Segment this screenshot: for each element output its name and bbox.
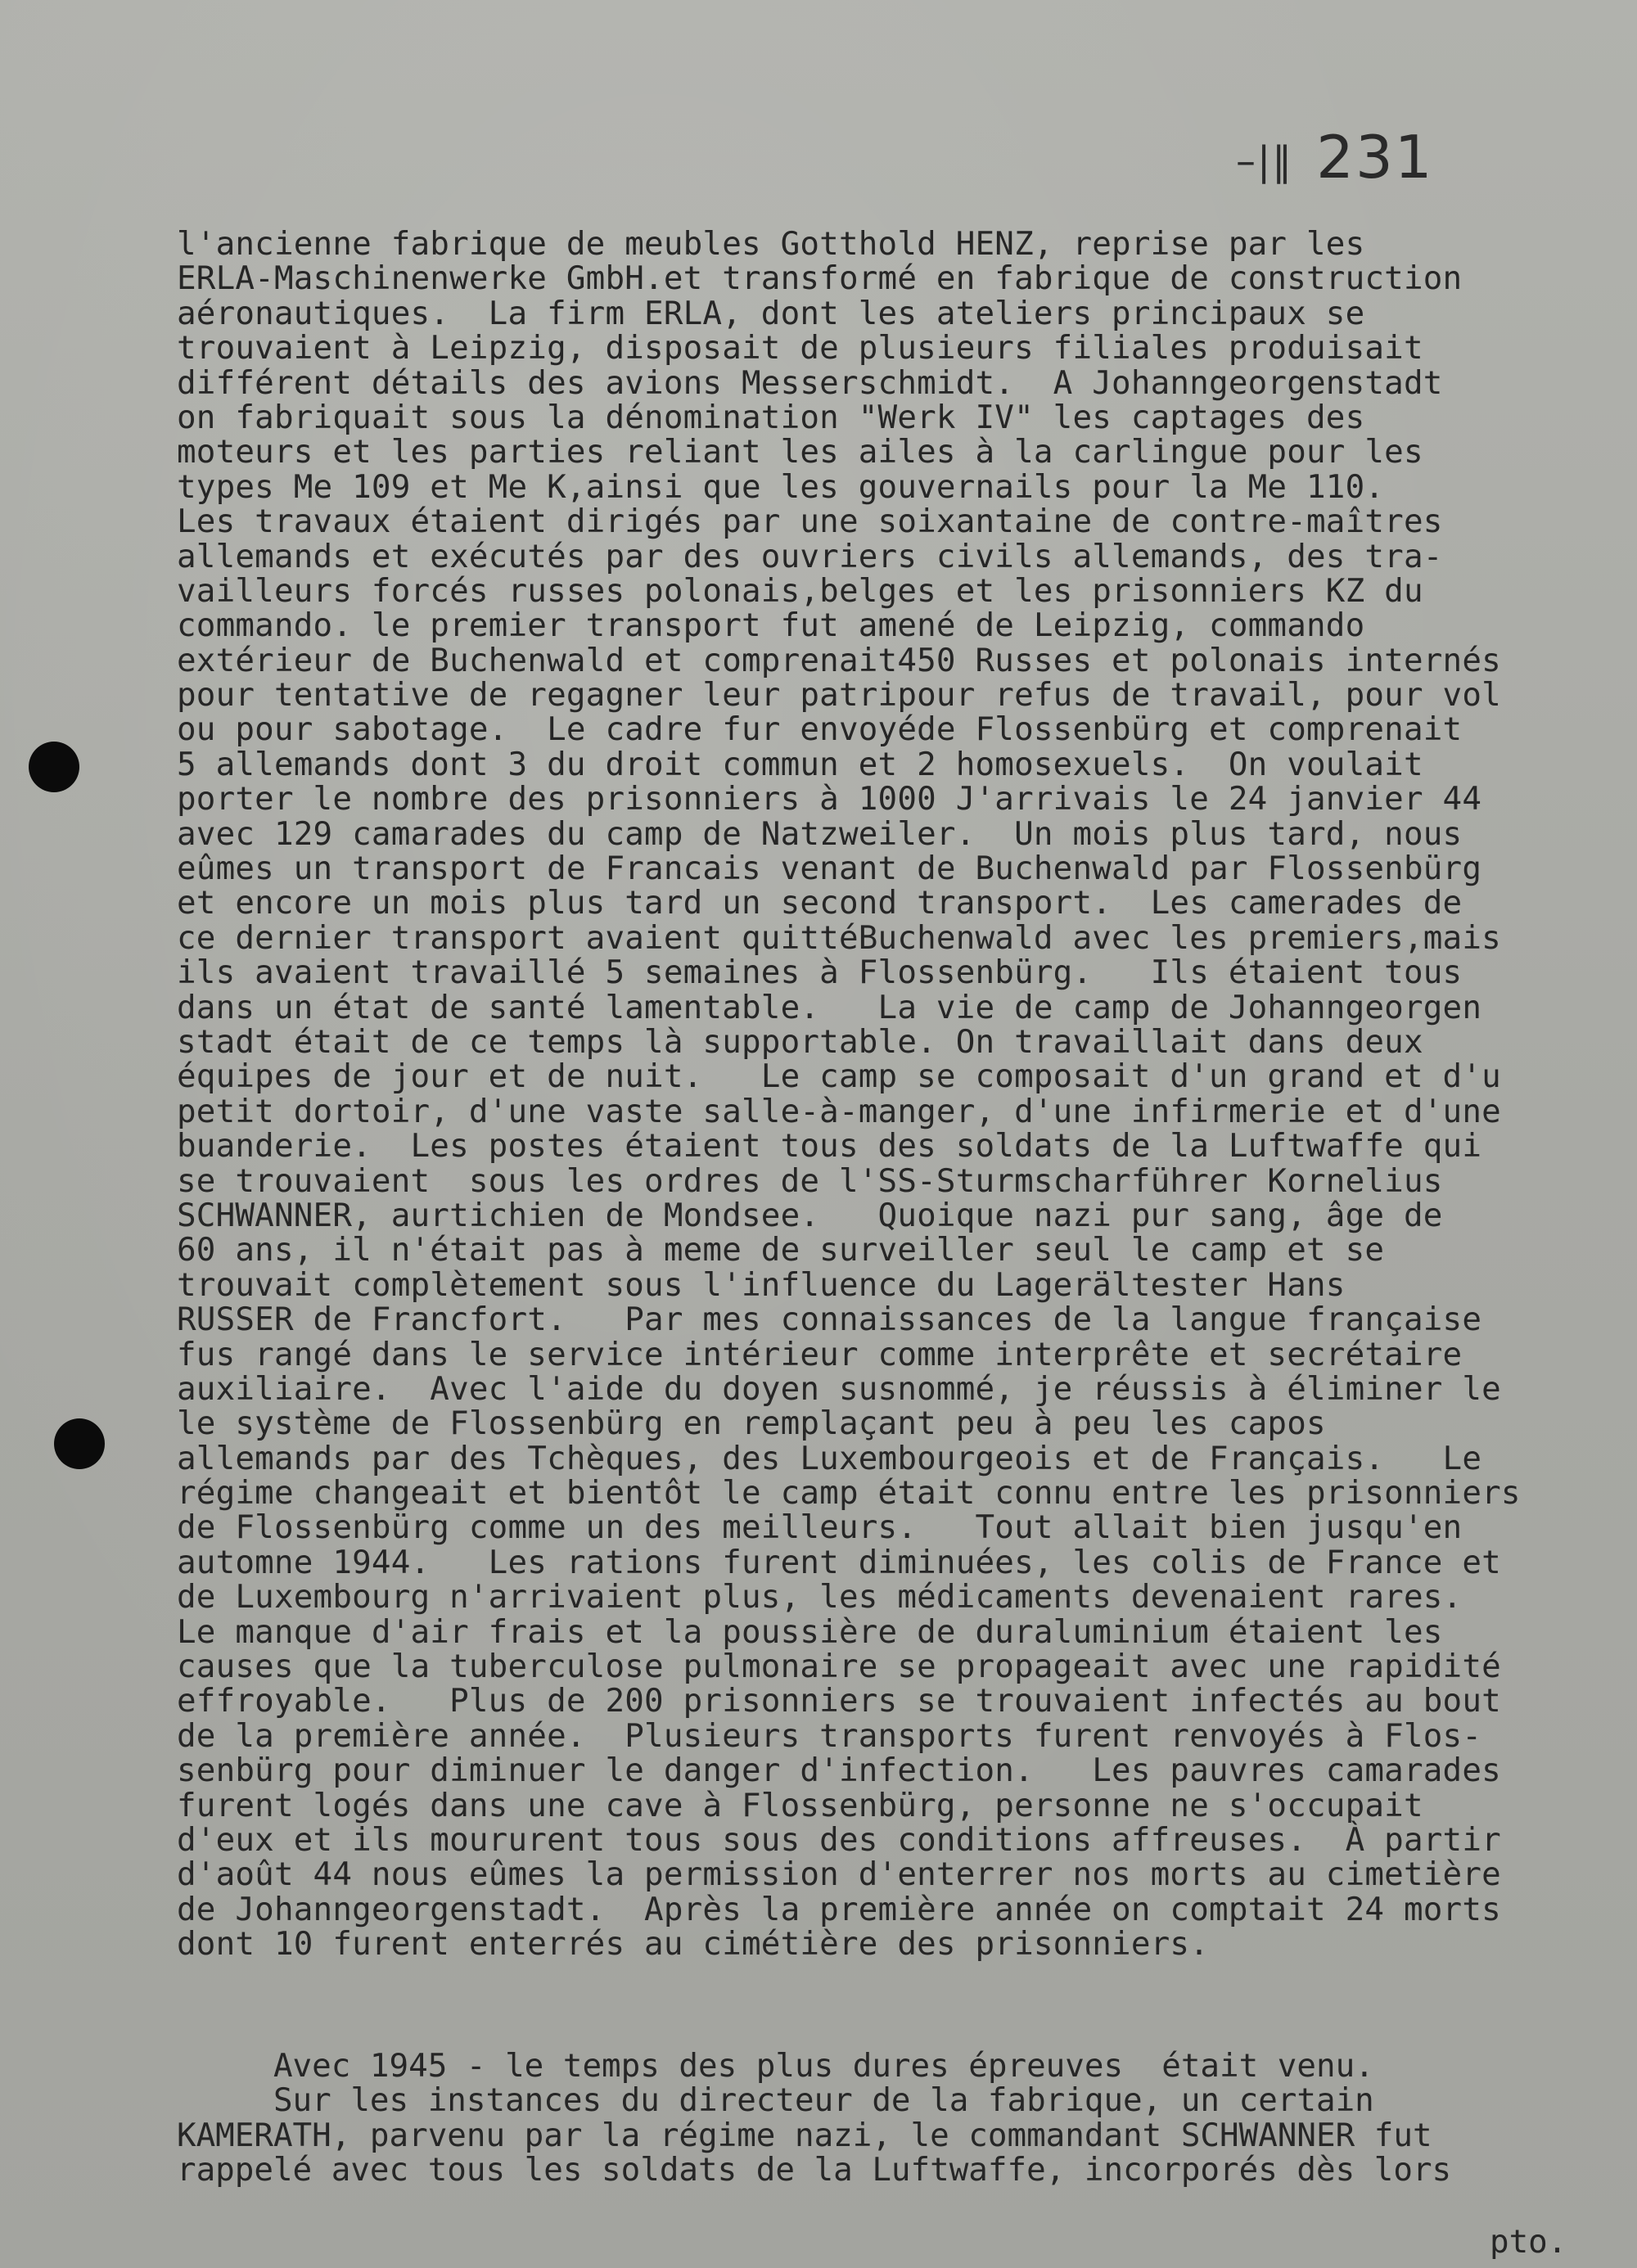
text-line: porter le nombre des prisonniers à 1000 J'arrivais le 24 janvier 44: [177, 781, 1482, 818]
text-line: eûmes un transport de Francais venant de Buchenwald par Flossenbürg: [177, 850, 1482, 888]
text-line: petit dortoir, d'une vaste salle-à-manger, d'une infirmerie et d'une: [177, 1093, 1501, 1130]
text-line: avec 129 camarades du camp de Natzweiler. Un mois plus tard, nous: [177, 815, 1463, 853]
text-line: ERLA-Maschinenwerke GmbH.et transformé en fabrique de construction: [177, 260, 1463, 298]
text-line: furent logés dans une cave à Flossenbürg, personne ne s'occupait: [177, 1787, 1423, 1824]
text-line: équipes de jour et de nuit. Le camp se composait d'un grand et d'u: [177, 1058, 1501, 1096]
text-line: allemands par des Tchèques, des Luxembourgeois et de Français. Le: [177, 1440, 1482, 1477]
text-line: dans un état de santé lamentable. La vie de camp de Johanngeorgen: [177, 989, 1482, 1026]
text-line: différent détails des avions Messerschmidt. A Johanngeorgenstadt: [177, 364, 1443, 402]
text-line: rappelé avec tous les soldats de la Luftwaffe, incorporés dès lors: [177, 2152, 1452, 2189]
punch-hole: [54, 1418, 105, 1469]
text-line: extérieur de Buchenwald et comprenait450 Russes et polonais internés: [177, 642, 1501, 679]
text-line: ils avaient travaillé 5 semaines à Flossenbürg. Ils étaient tous: [177, 954, 1463, 992]
body-text: [177, 228, 1617, 1963]
text-line: 5 allemands dont 3 du droit commun et 2 homosexuels. On voulait: [177, 746, 1423, 783]
text-line: on fabriquait sous la dénomination "Werk IV" les captages des: [177, 399, 1365, 436]
text-line: moteurs et les parties reliant les ailes à la carlingue pour les: [177, 434, 1423, 471]
text-line: de Johanngeorgenstadt. Après la première année on comptait 24 morts: [177, 1891, 1501, 1928]
text-line: trouvait complètement sous l'influence du Lagerältester Hans: [177, 1266, 1346, 1304]
text-line: d'août 44 nous eûmes la permission d'enterrer nos morts au cimetière: [177, 1856, 1501, 1894]
text-line: de Luxembourg n'arrivaient plus, les médicaments devenaient rares.: [177, 1579, 1463, 1616]
text-line: Avec 1945 - le temps des plus dures épreuves était venu.: [177, 2048, 1374, 2085]
text-line: RUSSER de Francfort. Par mes connaissances de la langue française: [177, 1301, 1482, 1339]
text-line: ce dernier transport avaient quittéBuchenwald avec les premiers,mais: [177, 919, 1501, 957]
text-line: commando. le premier transport fut amené de Leipzig, commando: [177, 607, 1365, 645]
text-line: auxiliaire. Avec l'aide du doyen susnommé, je réussis à éliminer le: [177, 1370, 1501, 1408]
second-paragraph: [177, 2049, 1617, 2189]
text-line: et encore un mois plus tard un second transport. Les camerades de: [177, 885, 1463, 922]
text-line: types Me 109 et Me K,ainsi que les gouvernails pour la Me 110.: [177, 468, 1385, 506]
page-number-stamp: [1236, 123, 1434, 192]
text-line: se trouvaient sous les ordres de l'SS-Sturmscharführer Kornelius: [177, 1162, 1443, 1200]
pto-note: pto.: [1490, 2224, 1567, 2261]
text-line: d'eux et ils moururent tous sous des conditions affreuses. À partir: [177, 1821, 1501, 1859]
text-line: fus rangé dans le service intérieur comme interprête et secrétaire: [177, 1336, 1463, 1373]
text-line: stadt était de ce temps là supportable. On travaillait dans deux: [177, 1023, 1423, 1061]
text-line: régime changeait et bientôt le camp était connu entre les prisonniers: [177, 1475, 1521, 1513]
text-line: buanderie. Les postes étaient tous des soldats de la Luftwaffe qui: [177, 1128, 1482, 1166]
text-line: le système de Flossenbürg en remplaçant peu à peu les capos: [177, 1405, 1326, 1443]
text-line: causes que la tuberculose pulmonaire se propageait avec une rapidité: [177, 1648, 1501, 1686]
punch-hole: [29, 742, 79, 792]
page-number: 231: [1316, 123, 1434, 192]
text-line: l'ancienne fabrique de meubles Gotthold HENZ, reprise par les: [177, 226, 1365, 263]
text-line: SCHWANNER, aurtichien de Mondsee. Quoique nazi pur sang, âge de: [177, 1197, 1443, 1234]
text-line: KAMERATH, parvenu par la régime nazi, le commandant SCHWANNER fut: [177, 2117, 1432, 2154]
page-marker: –|‖: [1236, 138, 1294, 185]
text-line: dont 10 furent enterrés au cimétière des prisonniers.: [177, 1926, 1210, 1964]
text-line: Le manque d'air frais et la poussière de duraluminium étaient les: [177, 1613, 1443, 1651]
text-line: automne 1944. Les rations furent diminuées, les colis de France et: [177, 1544, 1501, 1581]
text-line: vailleurs forcés russes polonais,belges et les prisonniers KZ du: [177, 572, 1423, 610]
text-line: 60 ans, il n'était pas à meme de surveiller seul le camp et se: [177, 1232, 1385, 1269]
text-line: allemands et exécutés par des ouvriers civils allemands, des tra-: [177, 538, 1443, 575]
text-line: Les travaux étaient dirigés par une soixantaine de contre-maîtres: [177, 503, 1443, 541]
text-line: pour tentative de regagner leur patripour refus de travail, pour vol: [177, 677, 1501, 715]
text-line: ou pour sabotage. Le cadre fur envoyéde Flossenbürg et comprenait: [177, 711, 1463, 749]
text-line: de la première année. Plusieurs transports furent renvoyés à Flos-: [177, 1717, 1482, 1755]
text-line: aéronautiques. La firm ERLA, dont les ateliers principaux se: [177, 295, 1365, 332]
text-line: effroyable. Plus de 200 prisonniers se trouvaient infectés au bout: [177, 1683, 1501, 1720]
text-line: de Flossenbürg comme un des meilleurs. Tout allait bien jusqu'en: [177, 1509, 1463, 1547]
text-line: Sur les instances du directeur de la fabrique, un certain: [177, 2082, 1374, 2120]
text-line: trouvaient à Leipzig, disposait de plusieurs filiales produisait: [177, 330, 1423, 367]
text-line: senbürg pour diminuer le danger d'infection. Les pauvres camarades: [177, 1752, 1501, 1790]
